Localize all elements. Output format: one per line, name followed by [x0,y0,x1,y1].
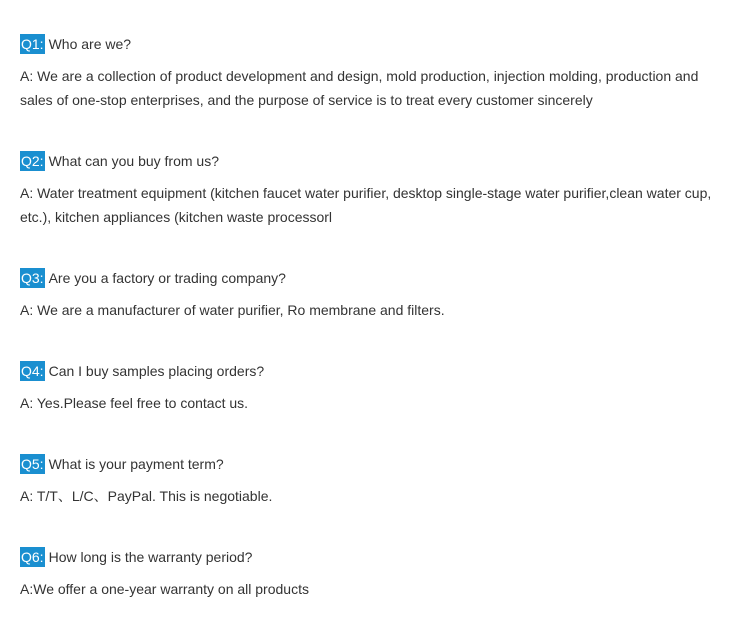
question-text: Can I buy samples placing orders? [48,363,265,379]
question-badge: Q6: [21,549,44,565]
question-text: Who are we? [48,36,132,52]
faq-item-3 [20,268,730,322]
answer-text: A: We are a manufacturer of water purifier, Ro membrane and filters. [20,302,445,318]
question-badge: Q2: [21,153,44,169]
answer-text: A:We offer a one-year warranty on all products [20,581,309,597]
question-row [20,547,730,567]
faq-item-1 [20,34,730,112]
question-badge: Q1: [21,36,44,52]
question-badge: Q3: [21,270,44,286]
question-row [20,454,730,474]
faq-item-2 [20,151,730,229]
question-badge: Q4: [21,363,44,379]
question-text: What can you buy from us? [48,153,219,169]
question-text: How long is the warranty period? [48,549,253,565]
question-row [20,361,730,381]
question-row [20,34,730,54]
faq-item-6 [20,547,730,601]
faq-item-5 [20,454,730,508]
answer-text: A: T/T、L/C、PayPal. This is negotiable. [20,488,273,504]
answer-text: A: Water treatment equipment (kitchen faucet water purifier, desktop single-stage water purifier,clean water cup, etc.), kitchen appliances (kitchen waste processorl [20,185,712,225]
question-text: Are you a factory or trading company? [48,270,286,286]
answer-text: A: We are a collection of product development and design, mold production, injection molding, production and sales of one-stop enterprises, and the purpose of service is to treat every customer sincerely [20,68,699,108]
question-text: What is your payment term? [48,456,224,472]
faq-item-4 [20,361,730,415]
question-badge: Q5: [21,456,44,472]
question-row [20,151,730,171]
answer-text: A: Yes.Please feel free to contact us. [20,395,249,411]
question-row [20,268,730,288]
